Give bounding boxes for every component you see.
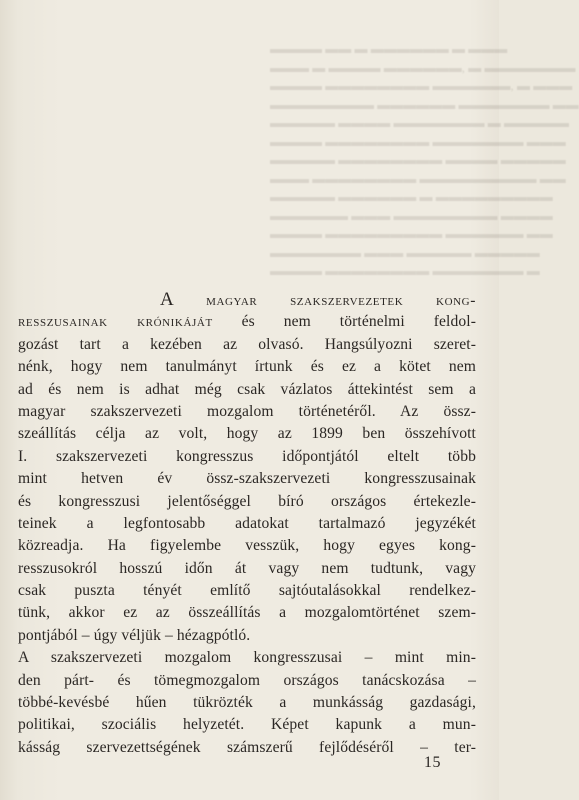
text-line: kásság szervezettségének számszerű fejlődéséről – ter- xyxy=(18,738,476,756)
text-line: és kongresszusi jelentőséggel bíró országos értekezle- xyxy=(18,492,476,510)
text-line: resszusokról hosszú időn át vagy nem tudtunk, vagy xyxy=(18,559,476,577)
text-line: gozást tart a kezében az olvasó. Hangsúlyozni szeret- xyxy=(18,335,476,353)
text-line: többé-kevésbé hűen tükrözték a munkásság gazdasági, xyxy=(18,694,476,712)
page-number: 15 xyxy=(424,754,441,771)
text-line: pontjából – úgy véljük – hézagpótló. xyxy=(18,626,251,644)
body-text xyxy=(18,289,476,759)
opening-small-caps-cont: resszusainak krónikáját xyxy=(18,313,213,331)
text-line: közreadja. Ha figyelembe vesszük, hogy egyes kong- xyxy=(18,537,476,555)
show-through-text: ▬▬▬▬ ▬▬ ▬ ▬▬▬▬▬▬ ▬ ▬▬▬ ▬▬▬ ▬ ▬▬▬▬ ▬▬▬▬▬▬, ▬ ▬▬▬▬▬▬▬ ▬▬▬▬ ▬▬▬▬▬▬▬▬ ▬▬▬▬▬▬, ▬ ▬▬▬ ▬▬▬▬▬▬▬▬ ▬▬▬▬▬▬ ▬▬▬▬▬▬▬ ▬▬ ▬▬▬▬▬ ▬▬▬▬ ▬▬▬▬▬▬▬ ▬ ▬▬▬▬▬ ▬▬▬▬ ▬▬▬▬▬▬▬▬ ▬▬▬▬▬▬▬ ▬▬▬ ▬▬▬▬▬ ▬▬▬▬▬▬▬▬ ▬▬▬▬ ▬▬▬▬▬ ▬▬▬ ▬▬▬▬▬▬▬▬ ▬▬▬▬▬▬▬▬▬ ▬▬ ▬▬▬▬▬ ▬▬▬▬▬▬ ▬ ▬▬▬▬▬▬▬▬▬ ▬▬▬▬▬▬ ▬▬▬ ▬▬▬▬▬▬▬▬ ▬▬▬▬ ▬▬▬▬ ▬▬▬▬▬▬▬▬▬ ▬▬▬▬▬▬ ▬▬ ▬▬▬▬▬▬▬ ▬▬▬ ▬▬▬▬▬ ▬▬▬▬▬ ▬▬▬▬ ▬▬▬▬▬▬▬▬ ▬▬▬▬▬▬▬ ▬ xyxy=(270,41,579,278)
text-line: resszusainak krónikáját és nem történelmi feldol- xyxy=(18,313,477,331)
text-line: szeállítás célja az volt, hogy az 1899 ben összehívott xyxy=(18,425,476,443)
text-line: magyar szakszervezeti mozgalom történetéről. Az össz- xyxy=(18,402,476,420)
text-line: tünk, akkor ez az összeállítás a mozgalomtörténet szem- xyxy=(18,604,476,622)
paragraph-start-line: A szakszervezeti mozgalom kongresszusai – mint min- xyxy=(18,649,476,667)
text-line: mint hetven év össz-szakszervezeti kongresszusainak xyxy=(18,470,476,488)
text-line: I. szakszervezeti kongresszus időpontjától eltelt több xyxy=(18,447,476,465)
opening-line xyxy=(18,289,476,311)
text-line: teinek a legfontosabb adatokat tartalmazó jegyzékét xyxy=(18,514,476,532)
text-line: den párt- és tömegmozgalom országos tanácskozása – xyxy=(18,671,476,689)
text-line: politikai, szociális helyzetét. Képet kapunk a mun- xyxy=(18,716,476,734)
drop-capital: A xyxy=(160,289,174,310)
text-line: csak puszta tényét említő sajtóutalásokkal rendelkez- xyxy=(18,582,476,600)
opening-small-caps: magyar szakszervezetek kong- xyxy=(206,292,476,309)
text-line: nénk, hogy nem tanulmányt írtunk és ez a kötet nem xyxy=(18,358,476,376)
text-line: ad és nem is adhat még csak vázlatos áttekintést sem a xyxy=(18,380,476,398)
